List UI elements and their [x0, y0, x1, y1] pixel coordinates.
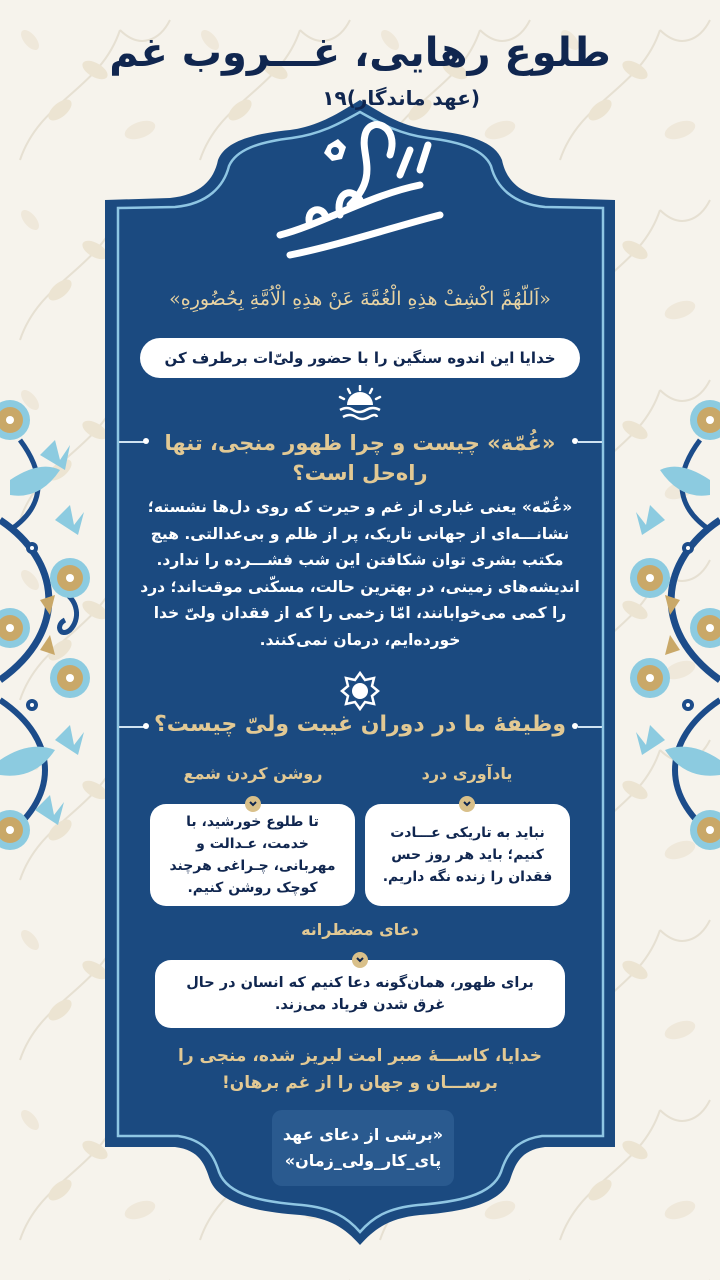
heading-divider-line	[578, 726, 602, 728]
page-subtitle: (عهد ماندگار)۱۹	[322, 86, 480, 110]
chevron-down-icon	[459, 796, 475, 812]
page-title: طلوع رهایی، غـــروب غم	[109, 30, 611, 76]
eight-point-star-icon	[340, 671, 380, 711]
source-line-2: پای_کار_ولی_زمان»	[284, 1151, 442, 1170]
verse-translation-pill: خدایا این اندوه سنگین را با حضور ولیّ‌ات برطرف کن	[140, 338, 580, 378]
duty-title-urgent-prayer: دعای مضطرانه	[301, 920, 419, 939]
section-heading-duty: وظیفهٔ ما در دوران غیبت ولیّ چیست؟	[153, 712, 567, 737]
duty-title-light-candle: روشن کردن شمع	[183, 764, 323, 783]
calligraphy-logo-icon	[250, 115, 470, 275]
closing-prayer: خدایا، کاســـهٔ صبر امت لبریز شده، منجی را برســـان و جهان را از غم برهان!	[178, 1046, 542, 1093]
arabic-verse: «اَللّهُمَّ اكْشِفْ هذِهِ الْغُمَّةَ عَنْ هذِهِ الْاُمَّةِ بِحُضُورِهِ»	[169, 288, 551, 310]
source-line-1: «برشی از دعای عهد	[282, 1125, 444, 1144]
duty-card-urgent-prayer	[155, 960, 565, 1028]
duty-card-remember-pain	[365, 804, 570, 906]
source-attribution	[272, 1110, 454, 1186]
duty-title-remember-pain: یادآوری درد	[421, 764, 513, 783]
section-heading-ghumma: «غُمّة» چیست و چرا ظهور منجی، تنها راه‌حل است؟	[164, 431, 556, 485]
chevron-down-icon	[245, 796, 261, 812]
duty-text: تا طلوع خورشید، با خدمت، عـدالت و مهربانی، چـراغی هرچند کوچک روشن کنیم.	[169, 814, 336, 896]
duty-text: نباید به تاریکی عـــادت کنیم؛ باید هر روز حس فقدان را زنده نگه داریم.	[382, 825, 553, 885]
chevron-down-icon	[352, 952, 368, 968]
duty-text: برای ظهور، همان‌گونه دعا کنیم که انسان در حال غرق شدن فریاد می‌زند.	[186, 975, 534, 1013]
heading-divider-line	[578, 441, 602, 443]
duty-card-light-candle	[150, 804, 355, 906]
ghumma-paragraph: «غُمّه» یعنی غباری از غم و حیرت که روی دل‌ها نشسته؛ نشانـــه‌ای از جهانی تاریک، پر از ظلم و بی‌عدالتی. هیچ مکتب بشری توان شکافتن این شب فشـــرده را ندارد. اندیشه‌های زمینی، در بهترین حالت، مسکّنی موقت‌اند؛ درد را کمی می‌خوابانند، امّا زخمی را که از فقدان ولیّ خدا خورده‌ایم، درمان نمی‌کنند.	[140, 498, 580, 649]
sunrise-over-water-icon	[335, 385, 385, 425]
